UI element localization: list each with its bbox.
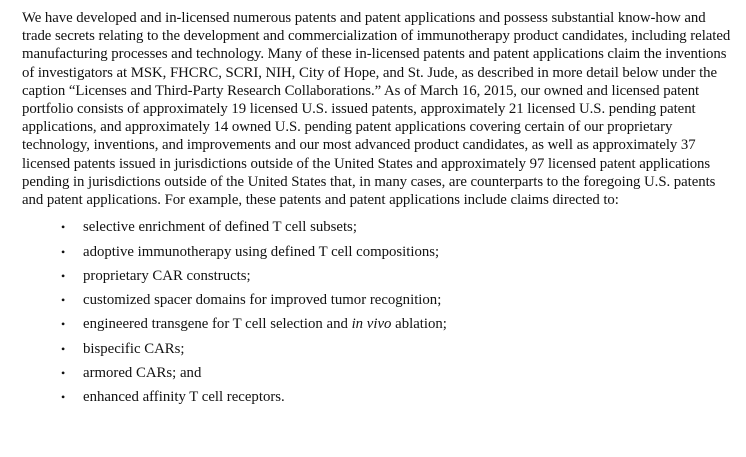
list-item-text: selective enrichment of defined T cell subsets; [83, 219, 357, 236]
list-item [22, 312, 738, 336]
list-item-text: armored CARs; and [83, 365, 202, 382]
list-item-text-end: ablation; [391, 316, 447, 333]
list-item-italic-text: in vivo [351, 316, 392, 333]
list-item-text: engineered transgene for T cell selection and [83, 316, 352, 333]
list-item [22, 264, 738, 288]
list-item [22, 385, 738, 409]
list-item [22, 361, 738, 385]
bullet-icon: • [61, 390, 66, 405]
bullet-icon: • [61, 341, 66, 356]
bullet-icon: • [61, 244, 66, 259]
bullet-icon: • [61, 268, 66, 283]
list-item-text: adoptive immunotherapy using defined T cell compositions; [83, 243, 440, 260]
list-item [22, 337, 738, 361]
list-item [22, 240, 738, 264]
claims-list [22, 215, 738, 409]
list-item [22, 215, 738, 239]
bullet-icon: • [61, 317, 66, 332]
list-item-text: proprietary CAR constructs; [83, 267, 251, 284]
bullet-icon: • [61, 366, 66, 381]
bullet-icon: • [61, 293, 66, 308]
list-item-text: enhanced affinity T cell receptors. [83, 389, 285, 406]
list-item-text: bispecific CARs; [83, 340, 185, 357]
list-item [22, 288, 738, 312]
bullet-icon: • [61, 220, 66, 235]
list-item-text: customized spacer domains for improved tumor recognition; [83, 292, 442, 309]
body-paragraph: We have developed and in-licensed numerous patents and patent applications and possess substantial know-how and trade secrets relating to the development and commercialization of immunotherapy product candidates, including related manufacturing processes and technology. Many of these in-licensed patents and patent applications claim the inventions of investigators at MSK, FHCRC, SCRI, NIH, City of Hope, and St. Jude, as described in more detail below under the caption “Licenses and Third-Party Research Collaborations.” As of March 16, 2015, our owned and licensed patent portfolio consists of approximately 19 licensed U.S. issued patents, approximately 21 licensed U.S. pending patent applications, and approximately 14 owned U.S. pending patent applications covering certain of our proprietary technology, inventions, and improvements and our most advanced product candidates, as well as approximately 37 licensed patents issued in jurisdictions outside of the United States and approximately 97 licensed patent applications pending in jurisdictions outside of the United States that, in many cases, are counterparts to the foregoing U.S. patents and patent applications. For example, these patents and patent applications include claims directed to: [22, 10, 731, 209]
